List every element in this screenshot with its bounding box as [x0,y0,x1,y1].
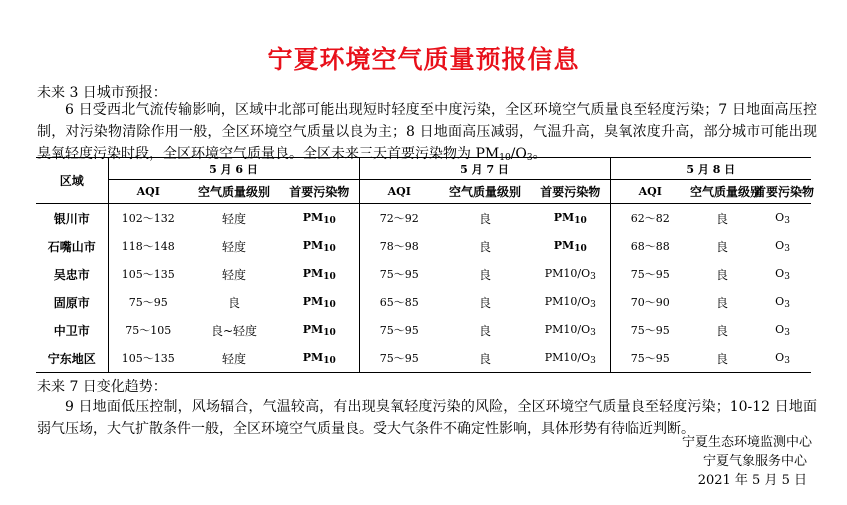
pollutant-value [531,344,610,373]
table-row [36,316,811,344]
aqi-value: 75～95 [108,288,188,316]
forecast-3day-text: 6 日受西北气流传输影响，区域中北部可能出现短时轻度至中度污染，全区环境空气质量良至轻度污染；7 日地面高压控制，对污染物清除作用一般，全区环境空气质量以良为主；8 日地面高压减弱，气温升高，臭氧浓度升高，部分城市可能出现臭氧轻度污染时段，全区环境空气质量良。全区未来三天首要污染物为 PM [37,102,817,162]
pollutant-sub: 10 [323,243,336,254]
pollutant-text: O [775,294,785,308]
level-value: 良 [439,344,531,373]
aqi-value: 75～95 [359,316,439,344]
page-title: 宁夏环境空气质量预报信息 [267,45,580,74]
pollutant-value [754,232,811,260]
pollutant-value [280,288,359,316]
aqi-value: 72～92 [359,204,439,233]
level-value: 良 [479,239,492,254]
level-value: 良 [716,267,729,282]
pollutant-sub: 10 [323,271,336,282]
pollutant-sub: 3 [784,271,790,282]
pollutant-text: PM10/O [544,294,591,308]
pollutant-sub: 10 [323,215,336,226]
forecast-3day-heading: 未来 3 日城市预报： [37,85,167,101]
forecast-3day-text-o: /O [510,146,527,162]
level-header: 空气质量级别 [439,180,531,204]
pollutant-header: 首要污染物 [531,180,610,204]
level-value: 良 [716,323,729,338]
pollutant-sub: 3 [784,327,790,338]
level-value: 良 [690,344,754,373]
aqi-value: 118～148 [108,232,188,260]
pollutant-value [754,204,811,233]
level-header: 空气质量级别 [188,180,280,204]
pollutant-text: O [775,266,785,280]
city-name: 宁东地区 [36,344,108,373]
o3-subscript: 3 [526,153,533,163]
level-value: 轻度 [188,344,280,373]
aqi-header: AQI [359,180,439,204]
city-name: 中卫市 [53,323,90,338]
aqi-value: 102～132 [108,204,188,233]
pollutant-text: O [775,210,785,224]
pollutant-value [280,232,359,260]
day-header-2: 5 月 7 日 [359,158,610,180]
pollutant-text: O [775,322,785,336]
forecast-table [36,157,815,373]
pollutant-text: PM10/O [544,322,591,336]
pollutant-value [754,316,811,344]
pollutant-value [280,260,359,288]
pollutant-text: PM [302,210,324,224]
aqi-value: 68～88 [610,232,690,260]
pollutant-value [531,316,610,344]
region-header: 区域 [36,158,108,204]
pollutant-header: 首要污染物 [754,180,811,204]
level-value: 良 [479,267,492,282]
pollutant-sub: 10 [323,327,336,338]
city-name: 银川市 [53,211,90,226]
level-value: 良 [479,211,492,226]
pollutant-sub: 10 [574,215,587,226]
aqi-value: 62～82 [610,204,690,233]
level-header: 空气质量级别 [690,180,754,204]
pollutant-sub: 3 [590,355,596,366]
aqi-value: 105～135 [108,260,188,288]
pollutant-text: PM [553,210,575,224]
aqi-value: 78～98 [359,232,439,260]
pollutant-value [754,288,811,316]
pollutant-text: O [775,350,785,364]
level-value: 良 [716,295,729,310]
pollutant-text: PM10/O [544,350,591,364]
level-value: 良 [716,211,729,226]
aqi-value: 75～95 [610,260,690,288]
pollutant-text: PM [553,238,575,252]
pollutant-text: O [775,238,785,252]
table-row [36,260,811,288]
pollutant-text: PM [302,294,324,308]
pollutant-value [280,204,359,233]
aqi-value: 75～105 [108,316,188,344]
table-row [36,232,811,260]
aqi-value: 75～95 [610,344,690,373]
pollutant-text: PM [302,350,324,364]
pollutant-header: 首要污染物 [280,180,359,204]
trend-7day-paragraph: 9 日地面低压控制，风场辐合，气温较高，有出现臭氧轻度污染的风险，全区环境空气质量良至轻度污染；10-12 日地面弱气压场，大气扩散条件一般，全区环境空气质量良。受大气条件不确定性影响，具体形势有待临近判断。 [37,399,817,437]
level-value: 轻度 [221,211,246,226]
forecast-3day-end: 。 [532,146,547,162]
pollutant-value [754,344,811,373]
table-row [36,344,811,373]
pollutant-text: PM10/O [544,266,591,280]
aqi-value: 70～90 [610,288,690,316]
level-value: 良 [479,295,492,310]
pollutant-text: PM [302,322,324,336]
pollutant-sub: 3 [784,355,790,366]
pollutant-sub: 3 [784,215,790,226]
level-value: 轻度 [221,267,246,282]
pollutant-value [531,288,610,316]
pollutant-sub: 10 [323,299,336,310]
aqi-value: 65～85 [359,288,439,316]
pollutant-text: PM [302,266,324,280]
day-header-1: 5 月 6 日 [108,158,359,180]
pollutant-value [280,316,359,344]
pollutant-sub: 3 [590,271,596,282]
aqi-header: AQI [108,180,188,204]
pollutant-sub: 3 [784,243,790,254]
trend-7day-heading: 未来 7 日变化趋势： [37,379,167,395]
aqi-header: AQI [610,180,690,204]
pollutant-sub: 3 [590,327,596,338]
day-header-3: 5 月 8 日 [610,158,811,180]
pollutant-value [280,344,359,373]
pollutant-sub: 10 [323,355,336,366]
aqi-value: 75～95 [610,316,690,344]
pollutant-text: PM [302,238,324,252]
pollutant-value [754,260,811,288]
level-value: 轻度 [221,239,246,254]
pollutant-sub: 10 [574,243,587,254]
level-value: 良 [479,323,492,338]
city-name: 石嘴山市 [47,239,96,254]
signature-org-1: 宁夏生态环境监测中心 [681,435,812,450]
pollutant-value [531,204,610,233]
pollutant-value [531,260,610,288]
pollutant-sub: 3 [784,299,790,310]
aqi-value: 75～95 [359,344,439,373]
level-value: 良 [227,295,240,310]
aqi-value: 75～95 [359,260,439,288]
city-name: 吴忠市 [53,267,90,282]
signature-date: 2021 年 5 月 5 日 [697,473,807,488]
level-value: 良 [716,239,729,254]
table-row [36,204,811,233]
pm-subscript: 10 [499,153,511,163]
aqi-value: 105～135 [108,344,188,373]
pollutant-value [531,232,610,260]
level-value: 良~轻度 [210,323,258,338]
city-name: 固原市 [53,295,90,310]
signature-org-2: 宁夏气象服务中心 [702,454,807,469]
pollutant-sub: 3 [590,299,596,310]
table-row [36,288,811,316]
